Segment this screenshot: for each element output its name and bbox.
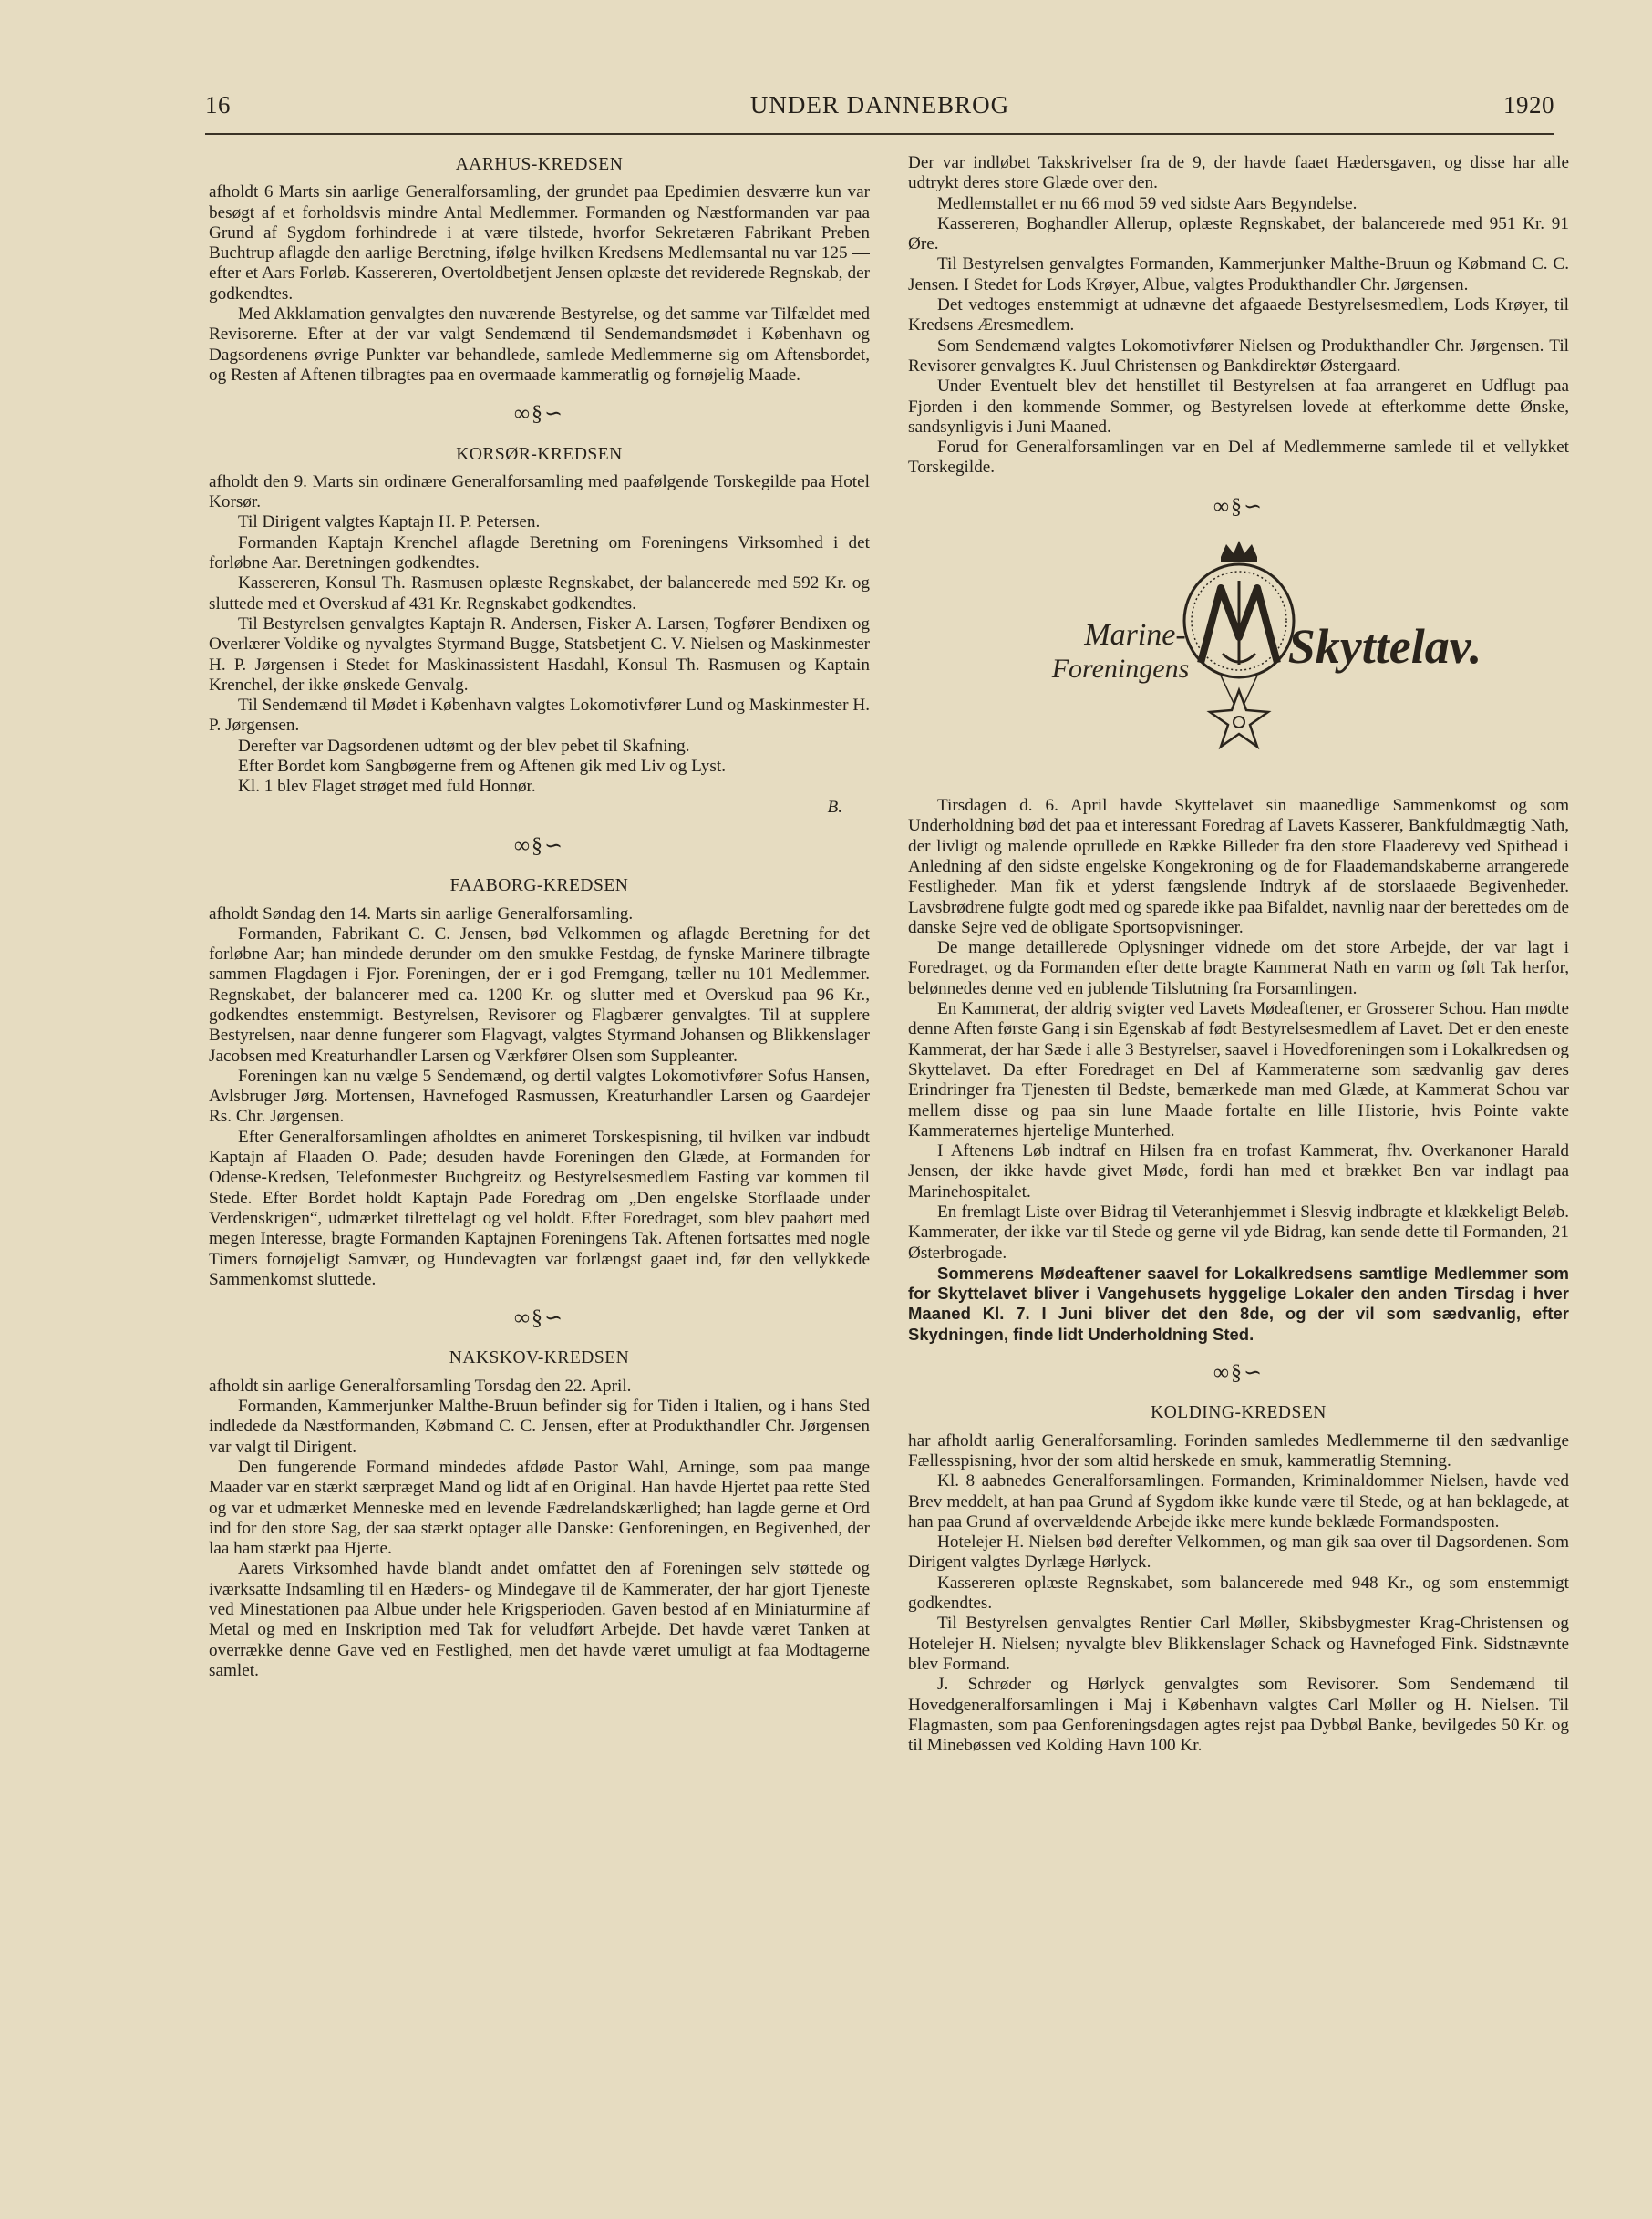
aarhus-section	[209, 155, 870, 386]
paragraph: Til Sendemænd til Mødet i København valgtes Lokomotivfører Lund og Maskinmester H. P. Jørgensen.	[209, 696, 870, 736]
paragraph: Formanden, Fabrikant C. C. Jensen, bød Velkommen og aflagde Beretning for det forløbne Aar; han mindede derunder om den smukke Festdag, de fynske Marinere tilbragte sammen Flagdagen i Fjor. Foreningen, der er i god Fremgang, tæller nu 101 Medlemmer. Regnskabet, der balancerer med ca. 1200 Kr. og slutter med et Overskud paa 96 Kr., godkendtes enstemmigt. Bestyrelsen, Revisorer og Flagbærer genvalgtes. Til at supplere Bestyrelsen, naar denne fungerer som Flagvagt, valgtes Styrmand Johansen og Blikkenslager Jacobsen med Kreaturhandler Larsen og Værkfører Olsen som Suppleanter.	[209, 924, 870, 1066]
signature: B.	[827, 797, 842, 817]
section-title: KOLDING-KREDSEN	[1151, 1403, 1327, 1423]
page-header	[205, 91, 1554, 131]
left-column	[209, 153, 870, 2186]
paragraph: afholdt Søndag den 14. Marts sin aarlige Generalforsamling.	[209, 903, 634, 924]
paragraph: Det vedtoges enstemmigt at udnævne det afgaaede Bestyrelsesmedlem, Lods Krøyer, til Kredsens Æresmedlem.	[908, 295, 1569, 335]
paragraph: Derefter var Dagsordenen udtømt og der blev pebet til Skafning.	[238, 736, 690, 756]
paragraph: afholdt den 9. Marts sin ordinære Generalforsamling med paafølgende Torskegilde paa Hotel Korsør.	[209, 471, 870, 512]
ornament-divider: ∞§∽	[1213, 1361, 1265, 1386]
emblem-text-foreningens: Foreningens	[1051, 654, 1189, 685]
ornament-divider: ∞§∽	[1213, 494, 1265, 519]
section-title: AARHUS-KREDSEN	[455, 155, 624, 174]
paragraph: Kassereren oplæste Regnskabet, som balancerede med 948 Kr., og som enstemmigt godkendtes.	[908, 1573, 1569, 1614]
starfish-icon	[1210, 676, 1268, 747]
paragraph: Hotelejer H. Nielsen bød derefter Velkommen, og man gik saa over til Dagsordenen. Som Dirigent valgtes Dyrlæge Hørlyck.	[908, 1533, 1569, 1573]
paragraph: Efter Generalforsamlingen afholdtes en animeret Torskespisning, til hvilken var indbudt Kaptajn af Flaaden O. Pade; desuden havde Foreningen den Glæde, at Formanden for Odense-Kredsen, Telefonmester Buchgreitz og Bestyrelsesmedlem Fasting var kommen til Stede. Efter Bordet holdt Kaptajn Pade Foredrag om „Den engelske Storflaade under Verdenskrigen“, udmærket tilrettelagt og vel holdt. Efter Foredraget, som blev paahørt med megen Interesse, bragte Formanden Kaptajnen Foreningens Tak. Aftenen fortsattes med nogle Timers fornøjeligt Samvær, og Hundevagten var forlængst gaaet ind, før den vellykkede Sammenkomst sluttede.	[209, 1127, 870, 1289]
nakskov-section	[209, 1348, 870, 1681]
paragraph: Under Eventuelt blev det henstillet til Bestyrelsen at faa arrangeret en Udflugt paa Fjorden i den kommende Sommer, og Bestyrelsen lovede at efterkomme dette Ønske, sandsynligvis i Juni Maaned.	[908, 377, 1569, 437]
paragraph: Kl. 1 blev Flaget strøget med fuld Honnør.	[238, 777, 536, 797]
ornament-divider: ∞§∽	[513, 402, 565, 427]
paragraph: Formanden Kaptajn Krenchel aflagde Beretning om Foreningens Virksomhed i det forløbne Aar. Beretningen godkendtes.	[209, 532, 870, 573]
publication-title: UNDER DANNEBROG	[749, 91, 1010, 119]
paragraph: Medlemstallet er nu 66 mod 59 ved sidste Aars Begyndelse.	[937, 193, 1358, 213]
skyttelav-section	[908, 796, 1569, 1345]
publication-year: 1920	[1503, 91, 1554, 119]
paragraph: Forud for Generalforsamlingen var en Del af Medlemmerne samlede til et vellykket Torskegilde.	[908, 438, 1569, 478]
faaborg-section	[209, 876, 870, 1290]
paragraph: Med Akklamation genvalgtes den nuværende Bestyrelse, og det samme var Tilfældet med Revisorerne. Efter at der var valgt Sendemænd til Sendemandsmødet i København og Dagsordenens øvrige Punkter var behandlede, samlede Medlemmerne sig om Aftensbordet, og Resten af Aftenen tilbragtes paa en overmaade kammeratlig og fornøjelig Maade.	[209, 304, 870, 385]
paragraph: Til Dirigent valgtes Kaptajn H. P. Petersen.	[238, 512, 541, 532]
paragraph: Foreningen kan nu vælge 5 Sendemænd, og dertil valgtes Lokomotivfører Sofus Hansen, Avlsbruger Jørg. Mortensen, Havnefoged Rasmussen, Kreaturhandler Larsen og Gaardejer Rs. Chr. Jørgensen.	[209, 1066, 870, 1127]
header-rule	[205, 133, 1554, 135]
crown-icon	[1221, 541, 1257, 562]
korsor-section	[209, 445, 870, 818]
paragraph: Kl. 8 aabnedes Generalforsamlingen. Formanden, Kriminaldommer Nielsen, havde ved Brev meddelt, at han paa Grund af Sygdom ikke kunde være til Stede, og at han beklagede, at han paa Grund af overvældende Arbejde ikke mere kunde beklæde Formandsposten.	[908, 1471, 1569, 1532]
ornament-divider: ∞§∽	[513, 1306, 565, 1331]
paragraph: Der var indløbet Takskrivelser fra de 9, der havde faaet Hædersgaven, og disse har alle udtrykt deres store Glæde over den.	[908, 153, 1569, 193]
page-number: 16	[205, 91, 231, 119]
paragraph: De mange detaillerede Oplysninger vidnede om det store Arbejde, der var lagt i Foredraget, og da Formanden efter dette bragte Kammerat Nath en varm og følt Tak herfor, belønnedes denne ved en jublende Tilslutning fra Forsamlingen.	[908, 938, 1569, 998]
section-title: NAKSKOV-KREDSEN	[449, 1348, 630, 1368]
paragraph: har afholdt aarlig Generalforsamling. Forinden samledes Medlemmerne til den sædvanlige Fællesspisning, hvor der som altid herskede en smuk, kammeratlig Stemning.	[908, 1430, 1569, 1471]
meeting-notice: Sommerens Mødeaftener saavel for Lokalkredsens samtlige Medlemmer som for Skyttelavet bliver i Vangehusets hyggelige Lokaler den anden Tirsdag i hver Maaned Kl. 7. I Juni bliver det den 8de, og der vil som sædvanlig, efter Skydningen, finde lidt Underholdning Sted.	[908, 1263, 1569, 1344]
paragraph: I Aftenens Løb indtraf en Hilsen fra en trofast Kammerat, fhv. Overkanoner Harald Jensen, der ikke havde givet Møde, fordi han med et brækket Ben var indlagt paa Marinehospitalet.	[908, 1141, 1569, 1202]
paragraph: afholdt sin aarlige Generalforsamling Torsdag den 22. April.	[209, 1376, 632, 1396]
kolding-section	[908, 1403, 1569, 1756]
paragraph: Til Bestyrelsen genvalgtes Rentier Carl Møller, Skibsbygmester Krag-Christensen og Hotelejer H. Nielsen; nyvalgte blev Blikkenslager Schack og Havnefoged Fink. Sidstnævnte blev Formand.	[908, 1614, 1569, 1674]
paragraph: Kassereren, Boghandler Allerup, oplæste Regnskabet, der balancerede med 951 Kr. 91 Øre.	[908, 213, 1569, 254]
ornament-divider: ∞§∽	[513, 833, 565, 858]
paragraph: Aarets Virksomhed havde blandt andet omfattet den af Foreningen selv støttede og iværksatte Indsamling til en Hæders- og Mindegave til de Kammerater, der har gjort Tjeneste ved Minestationen paa Albue under hele Krigsperioden. Gaven bestod af en Miniaturmine af Metal og med en Inskription med Tak for veludført Arbejde. Det havde været Tanken at overrække denne Gave ved en Festlighed, men det havde været umuligt at faa Modtagerne samlet.	[209, 1559, 870, 1680]
paragraph: Tirsdagen d. 6. April havde Skyttelavet sin maanedlige Sammenkomst og som Underholdning bød det paa et interessant Foredrag af Lavets Kasserer, Bankfuldmægtig Nath, der livligt og malende oprullede en Række Billeder fra den store Flaaderevy ved Spithead i Anledning af den sidste engelske Kongekroning og de for Flaademandskaberne arrangerede Festligheder. Man fik et yderst fængslende Indtryk af de storslaaede Begivenheder. Lavsbrødrene fulgte godt med og sparede ikke paa Bifaldet, navnlig naar der berettedes om de danske Sejre ved de obligate Sportsopvisninger.	[908, 796, 1569, 937]
paragraph: Til Bestyrelsen genvalgtes Formanden, Kammerjunker Malthe-Bruun og Købmand C. C. Jensen. I Stedet for Lods Krøyer, Albue, valgtes Produkthandler Chr. Jørgensen.	[908, 254, 1569, 294]
paragraph: En Kammerat, der aldrig svigter ved Lavets Mødeaftener, er Grosserer Schou. Han mødte denne Aften første Gang i sin Egenskab af født Bestyrelsesmedlem af Lavet. Det er den eneste Kammerat, der har Sæde i alle 3 Bestyrelser, saavel i Hovedforeningen som i Lokalkredsen og Skyttelavet. Da efter Foredraget en Del af Kammeraterne som sædvanlig gav deres Erindringer fra Tjenesten til Bedste, bemærkede man med Glæde, at Kammerat Schou var mellem disse og paa sin lune Maade fortalte en lille Historie, hvis Pointe vakte Kammeraternes hjertelige Munterhed.	[908, 999, 1569, 1140]
paragraph: Til Bestyrelsen genvalgtes Kaptajn R. Andersen, Fisker A. Larsen, Togfører Bendixen og Overlærer Voldike og nyvalgtes Styrmand Bugge, Statsbetjent C. V. Nielsen og Maskinmester H. P. Jørgensen i Stedet for Maskinassistent Hasdahl, Konsul Th. Rasmusen og Kaptain Krenchel, der ikke ønskede Genvalg.	[209, 614, 870, 695]
nakskov-continued	[908, 153, 1569, 479]
paragraph: Efter Bordet kom Sangbøgerne frem og Aftenen gik med Liv og Lyst.	[238, 757, 727, 777]
paragraph: Som Sendemænd valgtes Lokomotivfører Nielsen og Produkthandler Chr. Jørgensen. Til Revisorer genvalgtes K. Juul Christensen og Bankdirektør Østergaard.	[908, 335, 1569, 376]
skyttelav-emblem	[956, 537, 1522, 774]
paragraph: Formanden, Kammerjunker Malthe-Bruun befinder sig for Tiden i Italien, og i hans Sted indledede da Næstformanden, Købmand C. C. Jensen, efter at Produkthandler Chr. Jørgensen var valgt til Dirigent.	[209, 1397, 870, 1457]
paragraph: Kassereren, Konsul Th. Rasmusen oplæste Regnskabet, der balancerede med 592 Kr. og sluttede med et Overskud af 431 Kr. Regnskabet godkendtes.	[209, 573, 870, 614]
emblem-text-skyttelav: Skyttelav.	[1287, 619, 1482, 675]
paragraph: En fremlagt Liste over Bidrag til Veteranhjemmet i Slesvig indbragte et klækkeligt Beløb. Kammerater, der ikke var til Stede og gerne vil yde Bidrag, kan sende dette til Formanden, 21 Østerbrogade.	[908, 1202, 1569, 1263]
right-column	[908, 153, 1569, 2186]
paragraph: Den fungerende Formand mindedes afdøde Pastor Wahl, Arninge, som paa mange Maader var en stærkt særpræget Mand og lidt af en Original. Han havde Hjertet paa rette Sted og var et udmærket Menneske med en levende Fædrelandskærlighed; han lagde gerne et Ord ind for den store Sag, der saa stærkt optager alle Danske: Genforeningen, en Begivenhed, der laa ham stærkt paa Hjerte.	[209, 1457, 870, 1559]
paragraph: J. Schrøder og Hørlyck genvalgtes som Revisorer. Som Sendemænd til Hovedgeneralforsamlingen i Maj i København valgtes Carl Møller og H. Nielsen. Til Flagmasten, som paa Genforeningsdagen agtes rejst paa Dybbøl Banke, bevilgedes 50 Kr. og til Minebøssen ved Kolding Havn 100 Kr.	[908, 1675, 1569, 1756]
paragraph: afholdt 6 Marts sin aarlige Generalforsamling, der grundet paa Epedimien desværre kun var besøgt af et forholdsvis mindre Antal Medlemmer. Formanden og Næstformanden var paa Grund af Sygdom forhindrede i at være tilstede, hvorfor Sekretæren Fabrikant Preben Buchtrup aflagde den aarlige Beretning, ifølge hvilken Kredsens Medlemsantal nu var 125 — efter et Aars Forløb. Kassereren, Overtoldbetjent Jensen oplæste det reviderede Regnskab, der godkendtes.	[209, 182, 870, 304]
section-title: KORSØR-KREDSEN	[456, 444, 623, 464]
emblem-text-marine: Marine-	[1083, 618, 1186, 653]
anchor-medallion-icon	[1184, 564, 1294, 677]
section-title: FAABORG-KREDSEN	[449, 876, 629, 896]
